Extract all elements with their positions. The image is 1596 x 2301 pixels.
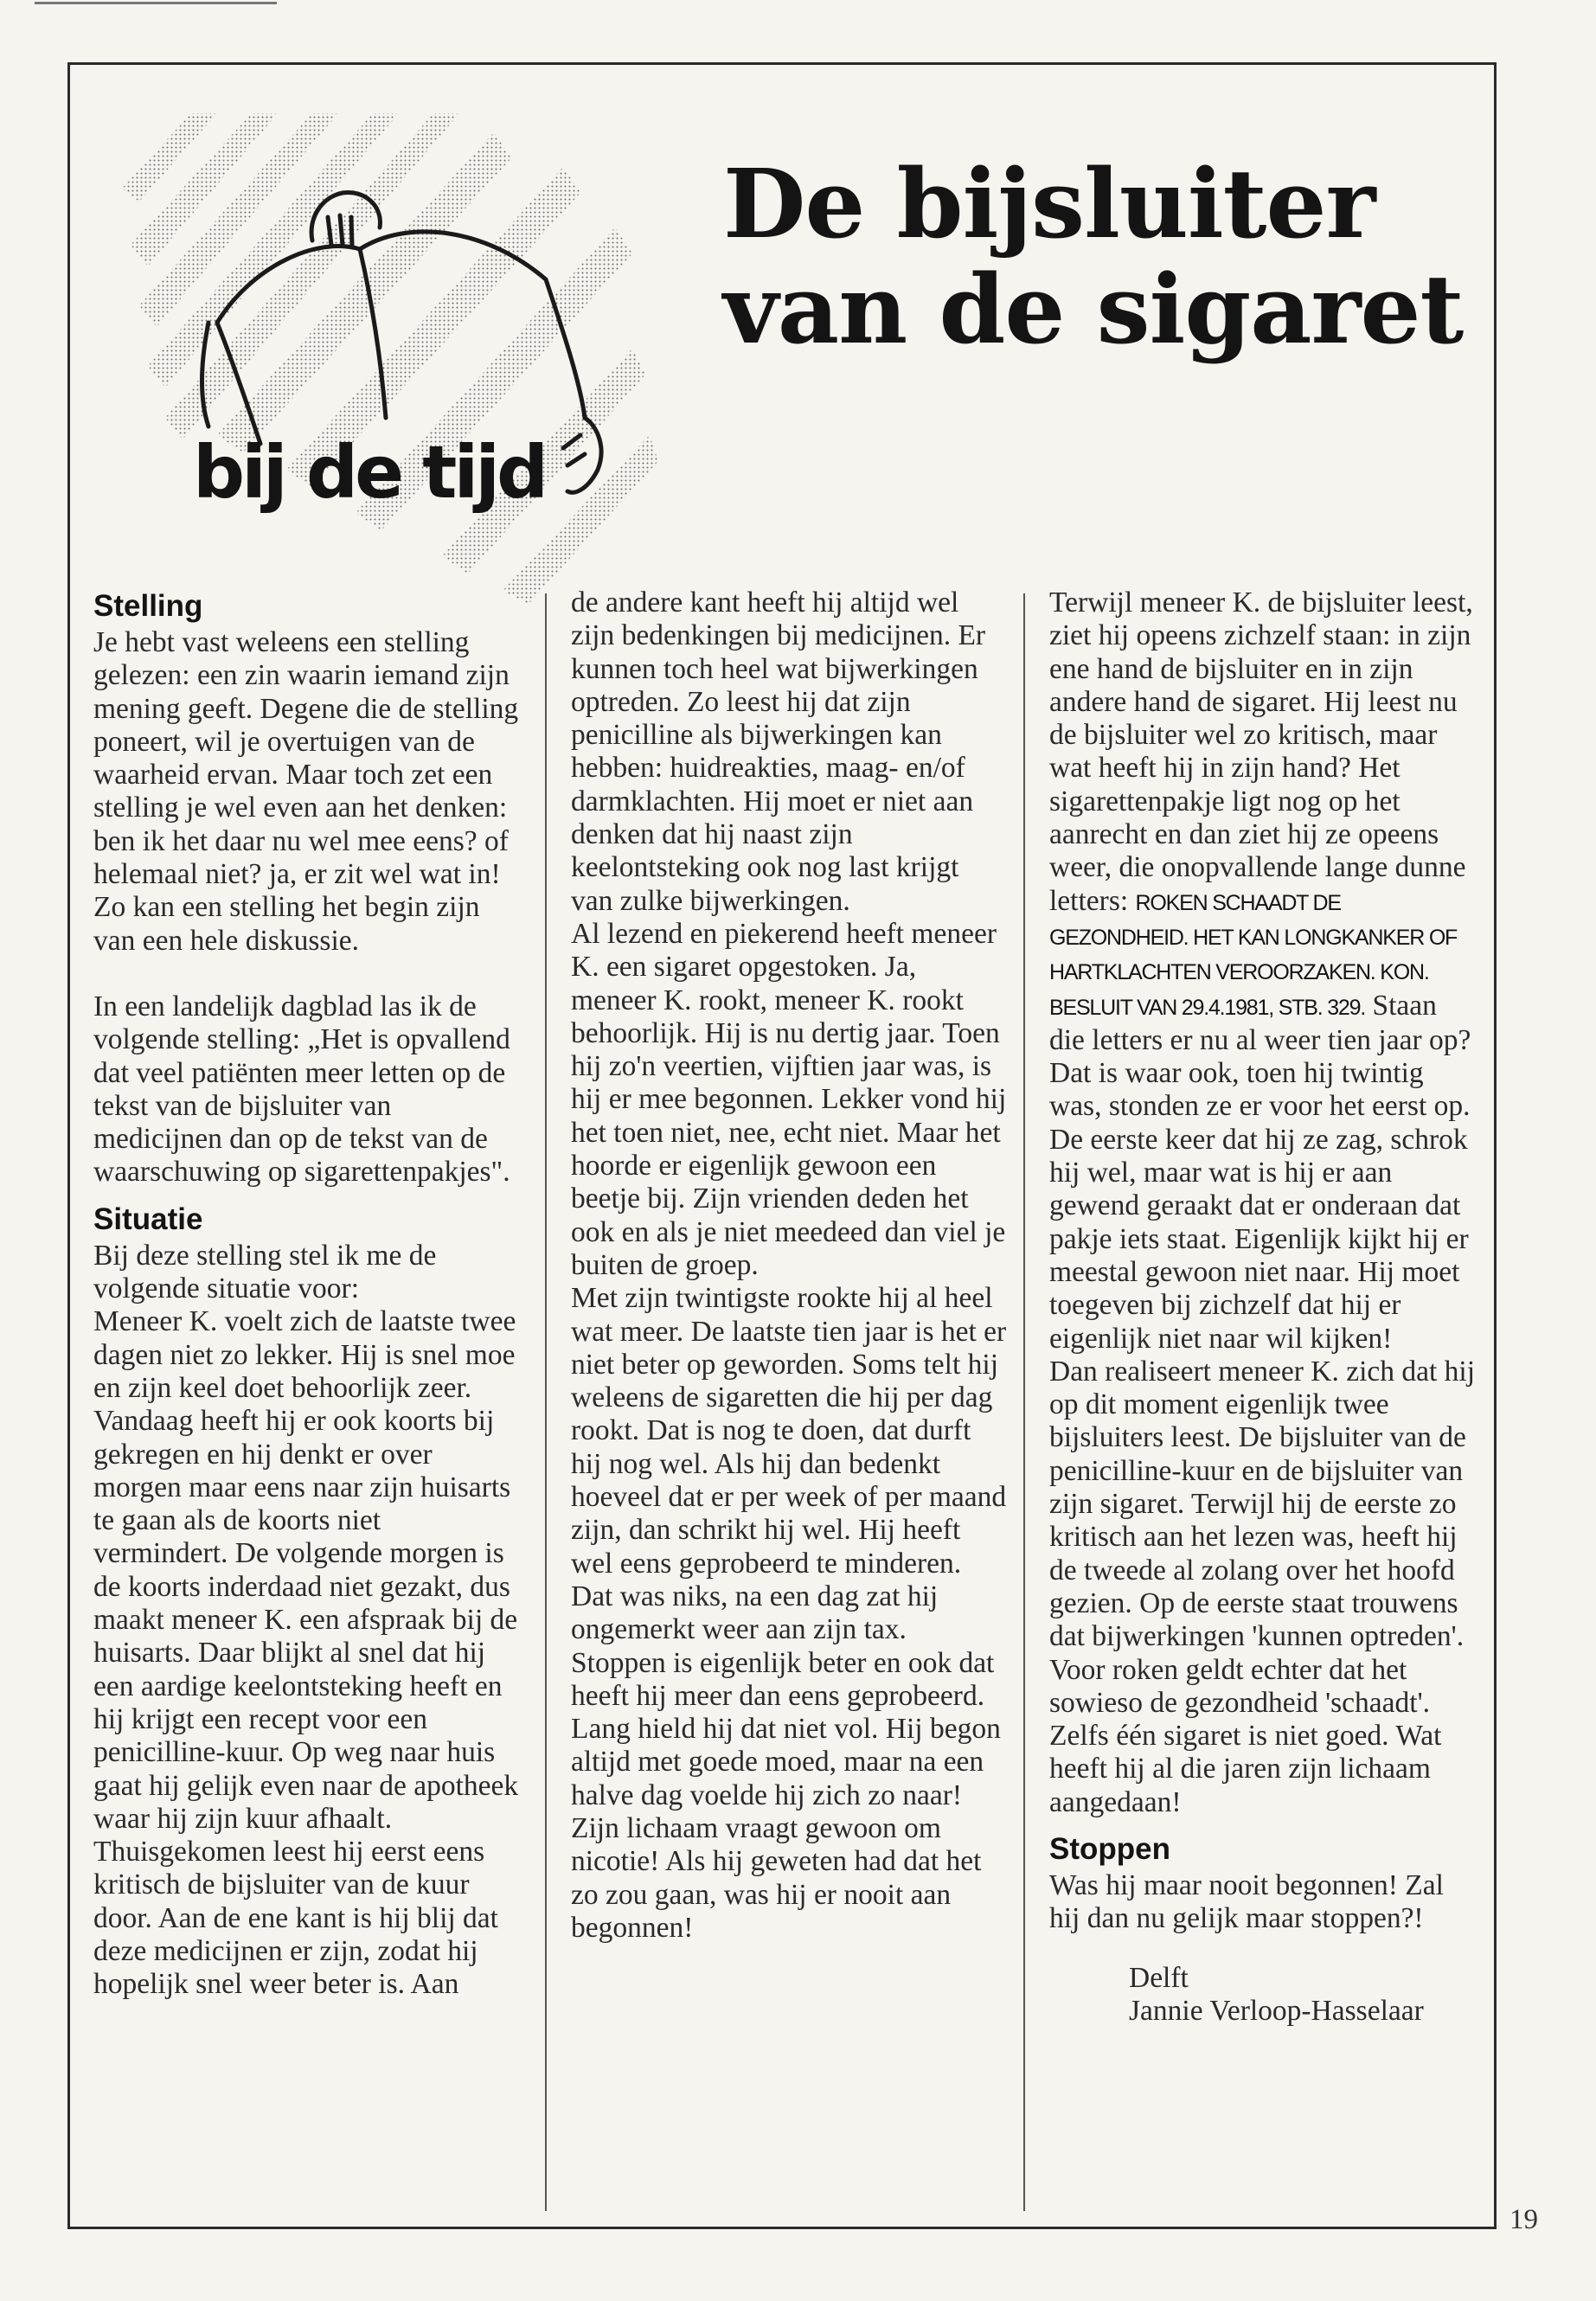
paragraph-text: Terwijl meneer K. de bijsluiter leest, ziet hij opeens zichzelf staan: in zijn ene hand de bijsluiter en in zijn andere hand de sigaret. Hij leest nu de bijsluiter wel zo kritisch, maar wat heeft hij in zijn hand? Het sigarettenpakje ligt nog op het aanrecht en dan ziet hij ze opeens weer, die onopvallende lange dunne letters: [1049, 586, 1473, 917]
paragraph-text: Staan die letters er nu al weer tien jaar op? Dat is waar ook, toen hij twintig was, stonden ze er voor het eerst op. De eerste keer dat hij ze zag, schrok hij wel, maar wat is hij er aan gewend geraakt dat er onderaan dat pakje iets staat. Eigenlijk kijkt hij er meestal gewoon niet naar. Hij moet toegeven bij zichzelf dat hij er eigenlijk niet naar wil kijken! [1049, 989, 1471, 1355]
author-city: Delft [1129, 1961, 1189, 1994]
paragraph: Was hij maar nooit begonnen! Zal hij dan nu gelijk maar stoppen?! [1049, 1868, 1444, 1935]
paragraph: In een landelijk dagblad las ik de volgende stelling: „Het is opvallend dat veel patiënten meer letten op de tekst van de bijsluiter van medicijnen dan op de tekst van de waarschuwing op sigarettenpakjes". [93, 990, 510, 1189]
author-signature [1129, 1962, 1477, 2029]
paragraph [1049, 586, 1477, 1356]
column-3 [1049, 586, 1477, 2028]
paragraph: Zo kan een stelling het begin zijn van een hele diskussie. [93, 891, 480, 957]
column-logo [113, 106, 684, 625]
paragraph: Dan realiseert meneer K. zich dat hij op dit moment eigenlijk twee bijsluiters leest. De bijsluiter van de penicilline-kuur en de bijsluiter van zijn sigaret. Terwijl hij de eerste zo kritisch aan het lezen was, heeft hij de tweede al zolang over het hoofd gezien. Op de eerste staat trouwens dat bijwerkingen 'kunnen optreden'. Voor roken geldt echter dat het sowieso de gezondheid 'schaadt'. Zelfs één sigaret is niet goed. Wat heeft hij al die jaren zijn lichaam aangedaan! [1049, 1355, 1476, 1818]
author-name: Jannie Verloop-Hasselaar [1129, 1994, 1424, 2027]
paragraph: Met zijn twintigste rookte hij al heel wat meer. De laatste tien jaar is het er niet beter op geworden. Soms telt hij weleens de sigaretten die hij per dag rookt. Dat is nog te doen, dat durft hij nog wel. Als hij dan bedenkt hoeveel dat er per week of per maand zijn, dan schrikt hij wel. Hij heeft wel eens geprobeerd te minderen. Dat was niks, na een dag zat hij ongemerkt weer aan zijn tax. Stoppen is eigenlijk beter en ook dat heeft hij meer dan eens geprobeerd. Lang hield hij dat niet vol. Hij begon altijd met goede moed, maar na een halve dag voelde hij zich zo naar! Zijn lichaam vraagt gewoon om nicotie! Als hij geweten had dat het zo zou gaan, was hij er nooit aan begonnen! [571, 1282, 1007, 1944]
column-logo-text: bij de tijd [193, 430, 546, 515]
paragraph: Je hebt vast weleens een stelling gelezen: een zin waarin iemand zijn mening geeft. Degene die de stelling poneert, wil je overtuigen van de waarheid ervan. Maar toch zet een stelling je wel even aan het denken: ben ik het daar nu wel mee eens? of helemaal niet? ja, er zit wel wat in! [93, 626, 519, 891]
column-2 [571, 586, 1008, 1945]
paragraph: Bij deze stelling stel ik me de volgende situatie voor: [93, 1239, 437, 1305]
paragraph: Al lezend en piekerend heeft meneer K. een sigaret opgestoken. Ja, meneer K. rookt, meneer K. rookt behoorlijk. Hij is nu dertig jaar. Toen hij zo'n veertien, vijftien jaar was, is hij er mee begonnen. Lekker vond hij het toen niet, nee, echt niet. Maar het hoorde er eigenlijk gewoon een beetje bij. Zijn vrienden deden het ook en als je niet meedeed dan viel je buiten de groep. [571, 917, 1007, 1281]
column-divider [1023, 593, 1025, 2211]
column-1 [93, 586, 522, 2002]
article-title [723, 148, 1464, 365]
heading-situatie: Situatie [93, 1202, 203, 1236]
paragraph: de andere kant heeft hij altijd wel zijn bedenkingen bij medicijnen. Er kunnen toch heel wat bijwerkingen optreden. Zo leest hij dat zijn penicilline als bijwerkingen kan hebben: huidreakties, maag- en/of darmklachten. Hij moet er niet aan denken dat hij naast zijn keelontsteking ook nog last krijgt van zulke bijwerkingen. [571, 586, 986, 917]
title-line-2: van de sigaret [723, 253, 1464, 365]
paragraph: Meneer K. voelt zich de laatste twee dagen niet zo lekker. Hij is snel moe en zijn keel doet behoorlijk zeer. Vandaag heeft hij er ook koorts bij gekregen en hij denkt er over morgen maar eens naar zijn huisarts te gaan als de koorts niet vermindert. De volgende morgen is de koorts inderdaad niet gezakt, dus maakt meneer K. een afspraak bij de huisarts. Daar blijkt al snel dat hij een aardige keelontsteking heeft en hij krijgt een recept voor een penicilline-kuur. Op weg naar huis gaat hij gelijk even naar de apotheek waar hij zijn kuur afhaalt. Thuisgekomen leest hij eerst eens kritisch de bijsluiter van de kuur door. Aan de ene kant is hij blij dat deze medicijnen er zijn, zodat hij hopelijk snel weer beter is. Aan [93, 1305, 519, 2001]
heading-stoppen: Stoppen [1049, 1831, 1170, 1866]
top-rule [35, 2, 277, 4]
heading-stelling: Stelling [93, 589, 203, 623]
page-number: 19 [1509, 2204, 1538, 2235]
title-line-1: De bijsluiter [723, 148, 1375, 260]
column-divider [545, 593, 547, 2211]
health-warning-text: ROKEN SCHAADT DE GEZONDHEID. HET KAN LONGKANKER OF HARTKLACHTEN VEROORZAKEN. KON. BESLUIT VAN 29.4.1981, STB. 329. [1049, 890, 1458, 1020]
